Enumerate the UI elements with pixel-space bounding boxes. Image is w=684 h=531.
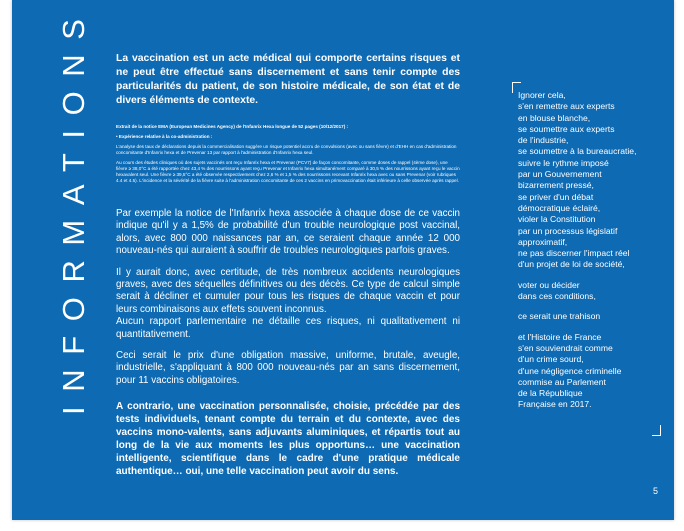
- extract-heading: Extrait de la notice EMA (European Medicines Agency) de l'Infanrix Hexa longue de 52 pages (10/12/2017) :: [116, 124, 349, 129]
- poem-line: commise au Parlement: [518, 376, 606, 387]
- document-page: [12, 0, 674, 520]
- page-number: 5: [653, 486, 659, 496]
- poem-line: suivre le rythme imposé: [518, 157, 609, 168]
- body-paragraph-1: Par exemple la notice de l'Infanrix hexa associée à chaque dose de ce vaccin indique qu'il y a 1,5% de probabilité d'un trouble neurologique post vaccinal, alors, avec 800 000 naissances par an, ce seraient chaque année 12 000 nouveau-nés qui auraient à souffrir de troubles neurologiques parfois graves.: [116, 208, 460, 257]
- poem-line: en blouse blanche,: [518, 112, 591, 123]
- body-paragraph-2: Il y aurait donc, avec certitude, de très nombreux accidents neurologiques graves, avec des séquelles définitives ou des décès. Ce type de calcul simple serait à décliner et cumuler pour tous les risques de chaque vaccin et pour leurs combinaisons aux effets souvent inconnus.: [116, 266, 460, 315]
- extract-bullet: • Expérience relative à la co-administration :: [116, 134, 213, 139]
- poem-line: s'en souviendrait comme: [518, 342, 613, 353]
- poem-line: dans ces conditions,: [518, 291, 596, 302]
- poem-line: d'un projet de loi de société,: [518, 259, 625, 270]
- bracket-bottom-right: [652, 425, 661, 436]
- poem-line: voter ou décider: [518, 279, 580, 290]
- side-title: INFORMATIONS: [56, 4, 91, 415]
- poem-line: ne pas discerner l'impact réel: [518, 248, 630, 259]
- poem-line: de la République: [518, 388, 583, 399]
- extract-paragraph-1: L'analyse des taux de déclarations depuis la commercialisation suggère un risque potentiel accru de convulsions (avec ou sans fièvre) et d'EHH en cas d'administration concomitante d'Infanrix hexa et de Prevenar 13 par rapport à l'administration d'Infanrix hexa seul.: [116, 144, 457, 155]
- body-paragraph-4: Ceci serait le prix d'une obligation massive, uniforme, brutale, aveugle, industrielle, s'appliquant à 800 000 nouveau-nés par an sans discernement, pour 11 vaccins obligatoires.: [116, 350, 460, 386]
- poem-line: Française en 2017.: [518, 399, 592, 410]
- poem-line: par un Gouvernement: [518, 169, 602, 180]
- poem-line: d'un crime sourd,: [518, 354, 584, 365]
- poem-line: ce serait une trahison: [518, 311, 601, 322]
- poem-line: violer la Constitution: [518, 214, 596, 225]
- poem-line: approximatif,: [518, 236, 568, 247]
- poem-gap: [518, 271, 668, 280]
- body-text: [116, 208, 460, 394]
- poem-gap: [518, 323, 668, 332]
- side-poem: [518, 90, 668, 411]
- poem-line: bizarrement pressé,: [518, 180, 594, 191]
- poem-line: se soumettre à la bureaucratie,: [518, 146, 637, 157]
- poem-line: Ignorer cela,: [518, 90, 566, 100]
- poem-line: se priver d'un débat: [518, 191, 594, 202]
- extract-paragraph-2: Au cours des études cliniques où des sujets vaccinés ont reçu Infanrix hexa et Prevenar (PCV7) de façon concomitante, comme doses de rappel (4ème dose), une fièvre ≥ 38,0°C a été rapportée chez 43,4 % des nourrissons ayant reçu Prevenar et Infanrix hexa simultanément comparé à 30,5 % des nourrissons ayant reçu le vaccin hexavalent seul. Une fièvre ≥ 39,5°C a été observée respectivement chez 2,6 % et 1,5 % des nourrissons recevant Infanrix hexa avec ou sans Prevenar (voir rubriques 4.4 et 4.5). L'incidence et la sévérité de la fièvre suite à l'administration concomitante de ces 2 vaccins en primovaccination était inférieure à celle observée après rappel.: [116, 160, 460, 183]
- closing-paragraph: A contrario, une vaccination personnalisée, choisie, précédée par des tests individuels, tenant compte du terrain et du contexte, avec des vaccins mono-valents, sans adjuvants aluminiques, et répartis tout au long de la vie aux moments les plus opportuns… une vaccination intelligente, scientifique dans le cadre d'une pratique médicale authentique… oui, une telle vaccination peut avoir du sens.: [116, 401, 460, 477]
- body-paragraph-3: Aucun rapport parlementaire ne détaille ces risques, ni qualitativement ni quantitativement.: [116, 316, 460, 340]
- poem-gap: [518, 302, 668, 311]
- poem-line: d'une négligence criminelle: [518, 365, 622, 376]
- poem-line: de l'industrie,: [518, 135, 569, 146]
- poem-line: et l'Histoire de France: [518, 331, 602, 342]
- ema-extract: [116, 124, 460, 184]
- lead-paragraph: La vaccination est un acte médical qui comporte certains risques et ne peut être effectué sans discernement et sans tenir compte des particularités du patient, de son histoire médicale, de son état et de divers éléments de contexte.: [116, 53, 460, 106]
- poem-line: s'en remettre aux experts: [518, 101, 615, 112]
- poem-line: se soumettre aux experts: [518, 123, 615, 134]
- poem-line: démocratique éclairé,: [518, 202, 601, 213]
- poem-line: par un processus législatif: [518, 225, 618, 236]
